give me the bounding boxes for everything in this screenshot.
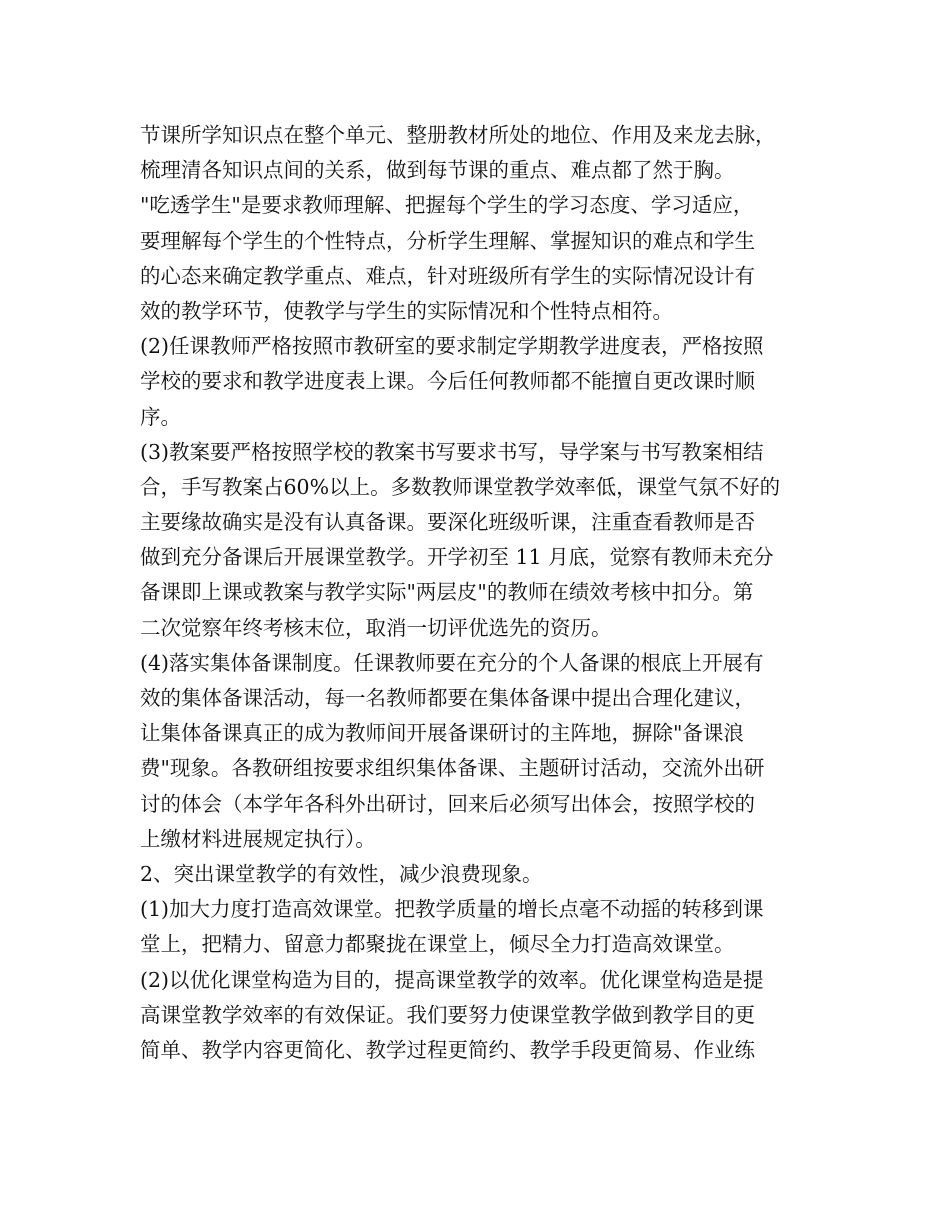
text-line: "吃透学生"是要求教师理解、把握每个学生的学习态度、学习适应， (140, 193, 754, 218)
text-line: 做到充分备课后开展课堂教学。开学初至 11 月底，觉察有教师未充分 (140, 545, 774, 570)
text-line: 简单、教学内容更简化、教学过程更简约、教学手段更简易、作业练 (140, 1037, 755, 1062)
text-line: 序。 (140, 404, 181, 429)
text-line: (3)教案要严格按照学校的教案书写要求书写，导学案与书写教案相结 (140, 439, 764, 464)
text-line: 节课所学知识点在整个单元、整册教材所处的地位、作用及来龙去脉， (140, 123, 776, 147)
text-line: 合，手写教案占60%以上。多数教师课堂教学效率低，课堂气氛不好的 (140, 474, 781, 499)
text-line: 高课堂教学效率的有效保证。我们要努力使课堂教学做到教学目的更 (140, 1002, 755, 1027)
text-line: 备课即上课或教案与教学实际"两层皮"的教师在绩效考核中扣分。第 (140, 580, 754, 605)
text-line: 堂上，把精力、留意力都聚拢在课堂上，倾尽全力打造高效课堂。 (140, 932, 735, 957)
text-line: 效的集体备课活动，每一名教师都要在集体备课中提出合理化建议， (140, 686, 755, 710)
text-line: 的心态来确定教学重点、难点，针对班级所有学生的实际情况设计有 (140, 263, 755, 288)
text-line: (4)落实集体备课制度。任课教师要在充分的个人备课的根底上开展有 (140, 650, 764, 675)
text-line: (1)加大力度打造高效课堂。把教学质量的增长点毫不动摇的转移到课 (140, 897, 764, 922)
text-line: 效的教学环节，使教学与学生的实际情况和个性特点相符。 (140, 298, 673, 323)
text-line: 让集体备课真正的成为教师间开展备课研讨的主阵地，摒除"备课浪 (140, 721, 744, 746)
text-line: 二次觉察年终考核末位，取消一切评优选先的资历。 (140, 615, 612, 640)
text-line: 上缴材料进展规定执行）。 (140, 826, 376, 851)
text-line: 主要缘故确实是没有认真备课。要深化班级听课，注重查看教师是否 (140, 510, 755, 535)
text-line: (2)以优化课堂构造为目的，提高课堂教学的效率。优化课堂构造是提 (140, 967, 764, 992)
text-line: 学校的要求和教学进度表上课。今后任何教师都不能擅自更改课时顺 (140, 369, 755, 394)
text-line: 2、突出课堂教学的有效性，减少浪费现象。 (140, 861, 543, 886)
text-line: (2)任课教师严格按照市教研室的要求制定学期教学进度表，严格按照 (140, 334, 764, 359)
text-line: 费"现象。各教研组按要求组织集体备课、主题研讨活动，交流外出研 (140, 756, 765, 781)
text-line: 讨的体会（本学年各科外出研讨，回来后必须写出体会，按照学校的 (140, 791, 755, 816)
document-body (140, 118, 830, 1068)
text-line: 要理解每个学生的个性特点，分析学生理解、掌握知识的难点和学生 (140, 228, 755, 253)
text-line: 梳理清各知识点间的关系，做到每节课的重点、难点都了然于胸。 (140, 158, 735, 183)
